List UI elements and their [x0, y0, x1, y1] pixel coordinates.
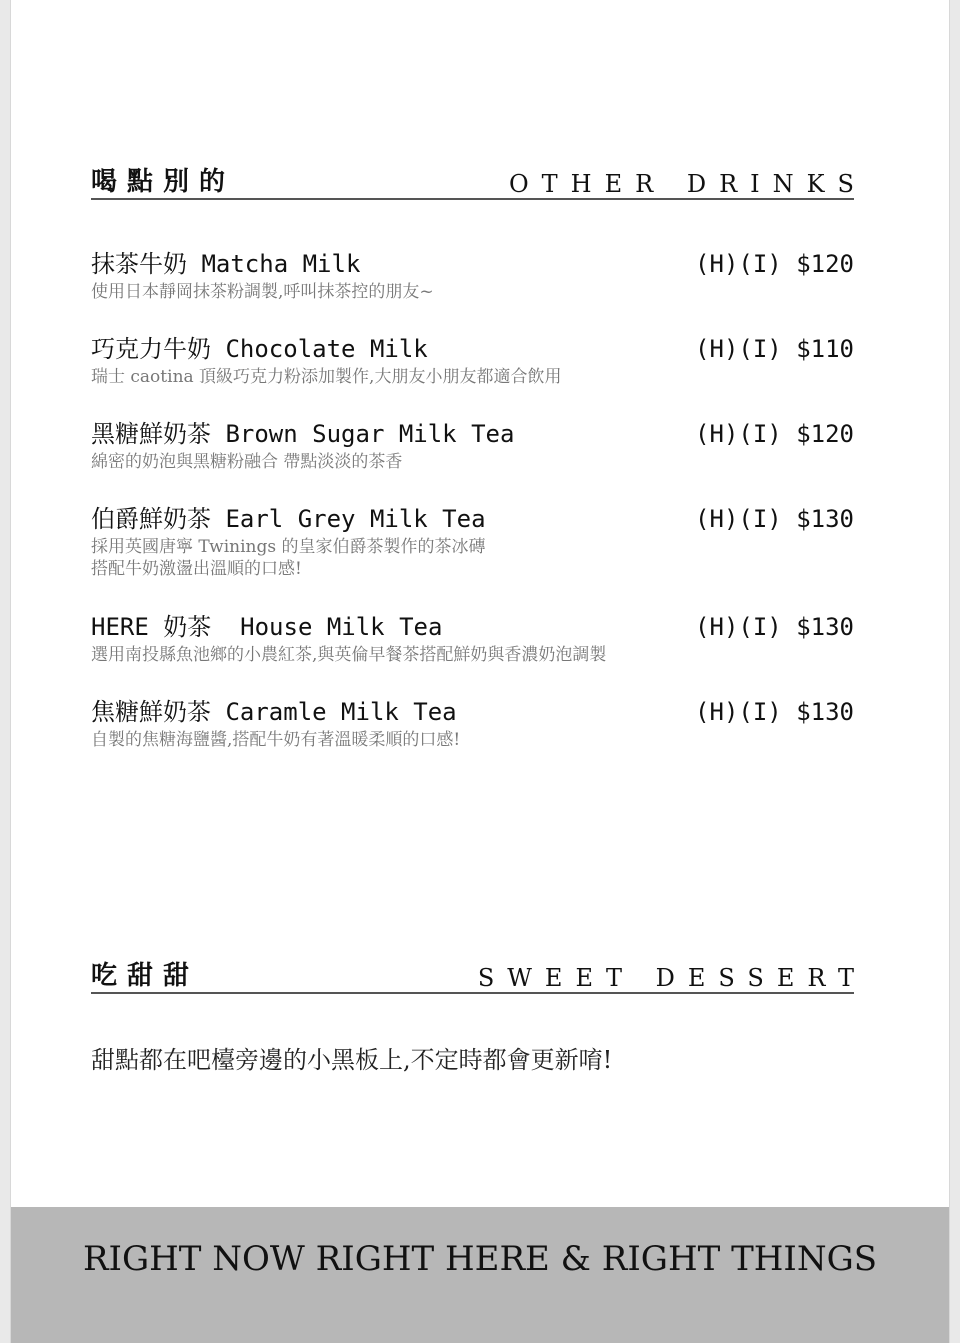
item-price: (H)(I) $120 — [695, 420, 854, 448]
item-name: 伯爵鮮奶茶 Earl Grey Milk Tea — [91, 505, 486, 533]
item-name: 焦糖鮮奶茶 Caramle Milk Tea — [91, 698, 457, 726]
item-name: 巧克力牛奶 Chocolate Milk — [91, 335, 428, 363]
menu-item-matcha-milk — [91, 249, 854, 303]
dessert-note: 甜點都在吧檯旁邊的小黑板上,不定時都會更新唷! — [91, 1046, 613, 1074]
footer-banner — [11, 1207, 949, 1343]
item-description: 採用英國唐寧 Twinings 的皇家伯爵茶製作的茶冰磚 — [91, 537, 486, 557]
item-name: 黑糖鮮奶茶 Brown Sugar Milk Tea — [91, 420, 515, 448]
other-drinks-title-en: OTHER DRINKS — [509, 170, 867, 198]
item-name: HERE 奶茶 House Milk Tea — [91, 613, 443, 641]
item-name: 抹茶牛奶 Matcha Milk — [91, 250, 361, 278]
menu-item-house-milk-tea — [91, 612, 854, 666]
other-drinks-title-zh: 喝點別的 — [91, 167, 236, 197]
item-description: 綿密的奶泡與黑糖粉融合 帶點淡淡的茶香 — [91, 452, 403, 472]
item-price: (H)(I) $110 — [695, 335, 854, 363]
other-drinks-header — [91, 164, 867, 200]
menu-item-brown-sugar-milk-tea — [91, 419, 854, 473]
item-description-line-2: 搭配牛奶激盪出溫順的口感! — [91, 559, 302, 579]
sweet-dessert-header — [91, 958, 867, 994]
sweet-dessert-title-zh: 吃甜甜 — [91, 961, 200, 991]
menu-item-caramel-milk-tea — [91, 697, 854, 751]
item-description: 瑞士 caotina 頂級巧克力粉添加製作,大朋友小朋友都適合飲用 — [91, 367, 562, 387]
menu-item-earl-grey-milk-tea — [91, 504, 854, 580]
item-price: (H)(I) $130 — [695, 698, 854, 726]
menu-page — [10, 0, 950, 1343]
item-price: (H)(I) $130 — [695, 613, 854, 641]
footer-slogan: RIGHT NOW RIGHT HERE & RIGHT THINGS — [82, 1239, 878, 1279]
item-description: 使用日本靜岡抹茶粉調製,呼叫抹茶控的朋友~ — [91, 282, 434, 302]
sweet-dessert-title-en: SWEET DESSERT — [477, 964, 867, 992]
item-price: (H)(I) $120 — [695, 250, 854, 278]
item-price: (H)(I) $130 — [695, 505, 854, 533]
menu-item-chocolate-milk — [91, 334, 854, 388]
item-description: 自製的焦糖海鹽醬,搭配牛奶有著溫暖柔順的口感! — [91, 730, 461, 750]
item-description: 選用南投縣魚池鄉的小農紅茶,與英倫早餐茶搭配鮮奶與香濃奶泡調製 — [91, 645, 607, 665]
